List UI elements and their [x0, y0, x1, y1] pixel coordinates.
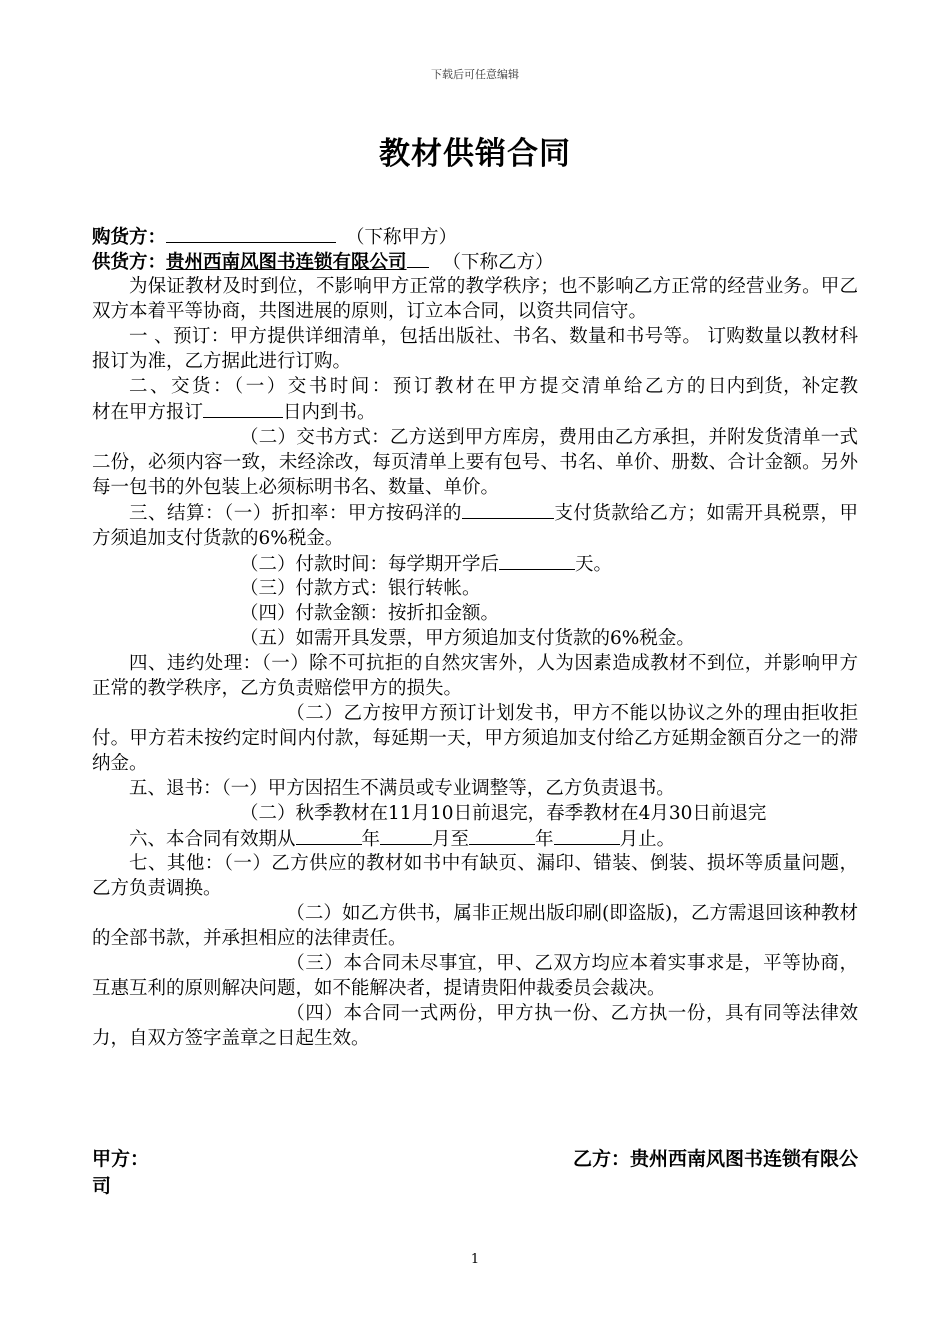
supplier-name: 贵州西南风图书连锁有限公司 — [166, 252, 407, 273]
delivery-time-text: 日内到货，补定教材在甲方报订 — [92, 376, 858, 423]
section-6-validity — [92, 826, 858, 851]
section-7-piracy: （二）如乙方供书，属非正规出版印刷(即盗版)，乙方需退回该种教材的全部书款，并承担相应的法律责任。 — [92, 903, 858, 949]
validity-to: 月至 — [432, 829, 470, 850]
start-month-blank — [380, 826, 432, 845]
section-3-settlement — [92, 500, 858, 551]
intro-paragraph: 为保证教材及时到位，不影响甲方正常的教学秩序；也不影响乙方正常的经营业务。甲乙双方本着平等协商，共图进展的原则，订立本合同，以资共同信守。 — [92, 276, 858, 322]
buyer-line — [92, 224, 858, 249]
header-note: 下载后可任意编辑 — [431, 68, 519, 81]
delivery-time-label: 二、交货：（一）交书时间：预订教材在甲方提交清单给乙方的 — [129, 376, 708, 397]
section-7-disputes: （三）本合同未尽事宜，甲、乙双方均应本着实事求是，平等协商，互惠互利的原则解决问题，如不能解决者，提请贵阳仲裁委员会裁决。 — [92, 953, 858, 999]
payment-time-label: （二）付款时间：每学期开学后 — [240, 554, 500, 575]
discount-text: 支付货款给乙方；如需开具税票，甲方须追加支付货款的6%税金。 — [92, 503, 858, 549]
supplier-suffix: （下称乙方） — [442, 252, 554, 273]
section-7-copies: （四）本合同一式两份，甲方执一份、乙方执一份，具有同等法律效力，自双方签字盖章之日起生效。 — [92, 1003, 858, 1049]
supplier-line — [92, 249, 858, 274]
payment-time — [92, 551, 858, 576]
invoice-tax: （五）如需开具发票，甲方须追加支付货款的6%税金。 — [240, 628, 695, 649]
buyer-blank — [166, 224, 336, 243]
contract-body — [92, 224, 858, 1051]
payment-method: （三）付款方式：银行转帐。 — [240, 578, 481, 599]
section-4-breach: 四、违约处理：（一）除不可抗拒的自然灾害外，人为因素造成教材不到位，并影响甲方正常的教学秩序，乙方负责赔偿甲方的损失。 — [92, 653, 858, 699]
validity-year-2: 年 — [535, 829, 554, 850]
delivery-time-end: 日内到书。 — [283, 402, 376, 423]
section-5-deadline: （二）秋季教材在11月10日前退完，春季教材在4月30日前退完 — [240, 803, 767, 824]
buyer-label: 购货方： — [92, 227, 167, 248]
party-b-label-cont: 司 — [92, 1175, 112, 1197]
supplier-blank — [407, 249, 429, 268]
payment-days-blank — [499, 551, 575, 570]
discount-blank — [462, 500, 554, 519]
section-4-refusal: （二）乙方按甲方预订计划发书，甲方不能以协议之外的理由拒收拒付。甲方若未按约定时间内付款，每延期一天，甲方须追加支付给乙方延期金额百分之一的滞纳金。 — [92, 703, 858, 774]
section-7-other: 七、其他：（一）乙方供应的教材如书中有缺页、漏印、错装、倒装、损坏等质量问题，乙方负责调换。 — [92, 853, 858, 899]
supplier-label: 供货方： — [92, 252, 167, 273]
payment-amount: （四）付款金额：按折扣金额。 — [240, 603, 500, 624]
discount-label: 三、结算：（一）折扣率：甲方按码洋的 — [129, 503, 462, 524]
validity-year-1: 年 — [361, 829, 381, 850]
delivery-days-blank — [203, 399, 283, 418]
end-year-blank — [469, 826, 535, 845]
section-2-delivery — [92, 374, 858, 425]
page-title: 教材供销合同 — [379, 136, 571, 172]
page-number: 1 — [470, 1252, 480, 1267]
end-month-blank — [554, 826, 620, 845]
party-a-label: 甲方： — [92, 1148, 150, 1170]
validity-end: 月止。 — [619, 829, 676, 850]
start-year-blank — [296, 826, 362, 845]
section-2-method: （二）交书方式：乙方送到甲方库房，费用由乙方承担，并附发货清单一式二份，必须内容一致，未经涂改，每页清单上要有包号、书名、单价、册数、合计金额。另外每一包书的外包装上必须标明书名、数量、单价。 — [92, 427, 858, 498]
section-1-order: 一 、预订：甲方提供详细清单，包括出版社、书名、数量和书号等。 订购数量以教材科报订为准，乙方据此进行订购。 — [92, 326, 858, 372]
payment-time-end: 天。 — [575, 554, 613, 575]
section-5-returns: 五、退书：（一）甲方因招生不满员或专业调整等，乙方负责退书。 — [129, 778, 675, 799]
validity-from: 六、本合同有效期从 — [129, 829, 296, 850]
buyer-suffix: （下称甲方） — [346, 227, 458, 248]
party-b-label: 乙方：贵州西南风图书连锁有限公 — [572, 1148, 858, 1170]
